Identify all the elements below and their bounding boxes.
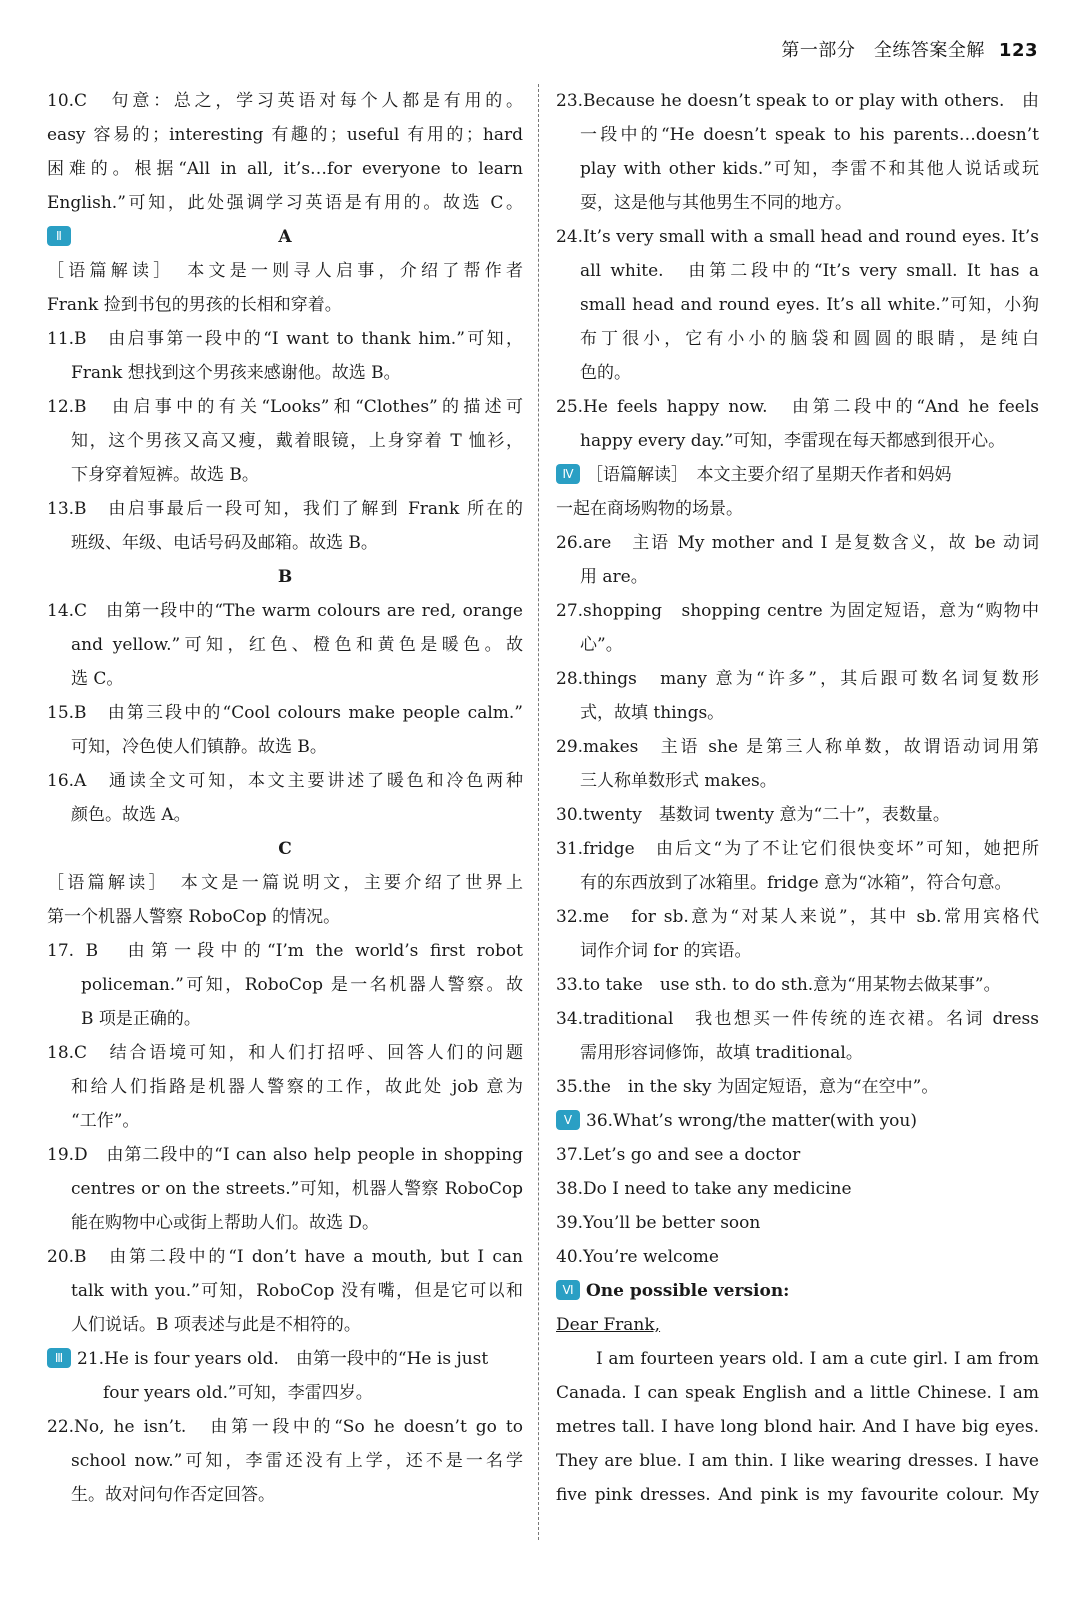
answer-25-line: happy every day.”可知，李雷现在每天都感到很开心。	[580, 431, 1006, 451]
answer-11-line: 11.B 由启事第一段中的“I want to thank him.”可知，	[47, 329, 523, 349]
answer-23-line: 耍，这是他与其他男生不同的地方。	[580, 193, 852, 213]
answer-14-line: 14.C 由第一段中的“The warm colours are red, orange	[47, 601, 523, 621]
answer-39-line: 39.You’ll be better soon	[556, 1213, 761, 1233]
passage-a-summary: ［语篇解读］ 本文是一则寻人启事，介绍了帮作者	[47, 261, 523, 281]
answer-26-line: 用 are。	[580, 567, 648, 587]
answer-10-line: English.”可知，此处强调学习英语是有用的。故选 C。	[47, 193, 523, 213]
part-2-heading	[47, 220, 523, 254]
letter-salutation	[556, 1308, 1039, 1342]
answer-36-line	[556, 1104, 1039, 1138]
part-5-badge: Ⅴ	[556, 1110, 580, 1130]
essay-line: They are blue. I am thin. I like wearing dresses. I have	[556, 1451, 1039, 1471]
answer-20-line: 人们说话。B 项表述与此是不相符的。	[71, 1315, 361, 1335]
answer-34-line: 需用形容词修饰，故填 traditional。	[580, 1043, 863, 1063]
answer-34-line: 34.traditional 我也想买一件传统的连衣裙。名词 dress	[556, 1009, 1039, 1029]
answer-14-line: 选 C。	[71, 669, 124, 689]
part-4-summary-line	[556, 458, 1039, 492]
answer-26-line: 26.are 主语 My mother and I 是复数含义，故 be 动词	[556, 533, 1039, 553]
answer-31-line: 有的东西放到了冰箱里。fridge 意为“冰箱”，符合句意。	[580, 873, 1012, 893]
passage-a-summary: Frank 捡到书包的男孩的长相和穿着。	[47, 295, 342, 315]
answer-16-line: 颜色。故选 A。	[71, 805, 191, 825]
part-4-badge: Ⅳ	[556, 464, 580, 484]
answer-24-line: 24.It’s very small with a small head and round eyes. It’s	[556, 227, 1039, 247]
answer-23-line: 23.Because he doesn’t speak to or play with others. 由	[556, 91, 1039, 111]
answer-24-line: 色的。	[580, 363, 631, 383]
answer-38-line: 38.Do I need to take any medicine	[556, 1179, 852, 1199]
answer-22-line: school now.”可知，李雷还没有上学，还不是一名学	[71, 1451, 523, 1471]
answer-18-line: “工作”。	[71, 1111, 140, 1131]
answer-30-line: 30.twenty 基数词 twenty 意为“二十”，表数量。	[556, 805, 950, 825]
answer-32-line: 32.me for sb.意为“对某人来说”，其中 sb.常用宾格代	[556, 907, 1039, 927]
essay-line: I am fourteen years old. I am a cute girl. I am from	[596, 1349, 1039, 1369]
answer-33-line: 33.to take use sth. to do sth.意为“用某物去做某事”。	[556, 975, 1001, 995]
answer-10-line: 困难的。根据“All in all, it’s…for everyone to learn	[47, 159, 523, 179]
section-title: 第一部分 全练答案全解	[781, 40, 985, 61]
essay-line: metres tall. I have long blond hair. And I have big eyes.	[556, 1417, 1039, 1437]
answer-24-line: small head and round eyes. It’s all white.”可知，小狗	[580, 295, 1039, 315]
answer-32-line: 词作介词 for 的宾语。	[580, 941, 752, 961]
answer-23-line: play with other kids.”可知，李雷不和其他人说话或玩	[580, 159, 1039, 179]
part-6-heading	[556, 1274, 1039, 1308]
answer-24-line: all white. 由第二段中的“It’s very small. It has a	[580, 261, 1039, 281]
left-column	[47, 84, 523, 1512]
essay-line: five pink dresses. And pink is my favourite colour. My	[556, 1485, 1039, 1505]
answer-21-line	[47, 1342, 523, 1376]
answer-21-line: four years old.”可知，李雷四岁。	[103, 1383, 373, 1403]
answer-35-line: 35.the in the sky 为固定短语，意为“在空中”。	[556, 1077, 939, 1097]
part-4-summary-text: ［语篇解读］ 本文主要介绍了星期天作者和妈妈	[586, 465, 952, 485]
answer-19-line: 19.D 由第二段中的“I can also help people in shopping	[47, 1145, 523, 1165]
answer-23-line: 一段中的“He doesn’t speak to his parents…doesn’t	[580, 125, 1039, 145]
answer-11-line: Frank 想找到这个男孩来感谢他。故选 B。	[71, 363, 401, 383]
answer-19-line: 能在购物中心或街上帮助人们。故选 D。	[71, 1213, 380, 1233]
answer-18-line: 和给人们指路是机器人警察的工作，故此处 job 意为	[71, 1077, 523, 1097]
part-4-summary-line: 一起在商场购物的场景。	[556, 499, 743, 519]
answer-18-line: 18.C 结合语境可知，和人们打招呼、回答人们的问题	[47, 1043, 523, 1063]
page-header	[781, 36, 1038, 62]
salutation-text: Dear Frank,	[556, 1315, 661, 1335]
answer-15-line: 可知，冷色使人们镇静。故选 B。	[71, 737, 327, 757]
answer-12-line: 下身穿着短裤。故选 B。	[71, 465, 259, 485]
passage-c-summary: ［语篇解读］ 本文是一篇说明文，主要介绍了世界上	[47, 873, 523, 893]
answer-21-text: 21.He is four years old. 由第一段中的“He is just	[77, 1349, 489, 1369]
answer-12-line: 12.B 由启事中的有关“Looks”和“Clothes”的描述可	[47, 397, 523, 417]
page-number: 123	[998, 40, 1038, 61]
answer-13-line: 班级、年级、电话号码及邮箱。故选 B。	[71, 533, 378, 553]
passage-c-summary: 第一个机器人警察 RoboCop 的情况。	[47, 907, 341, 927]
answer-22-line: 22.No, he isn’t. 由第一段中的“So he doesn’t go to	[47, 1417, 523, 1437]
answer-31-line: 31.fridge 由后文“为了不让它们很快变坏”可知，她把所	[556, 839, 1039, 859]
answer-12-line: 知，这个男孩又高又瘦，戴着眼镜，上身穿着 T 恤衫，	[71, 431, 523, 451]
answer-13-line: 13.B 由启事最后一段可知，我们了解到 Frank 所在的	[47, 499, 523, 519]
part-6-badge: Ⅵ	[556, 1280, 580, 1300]
answer-37-line: 37.Let’s go and see a doctor	[556, 1145, 801, 1165]
right-column	[556, 84, 1039, 1512]
answer-40-line: 40.You’re welcome	[556, 1247, 719, 1267]
answer-27-line: 27.shopping shopping centre 为固定短语，意为“购物中	[556, 601, 1039, 621]
answer-17-line: policeman.”可知，RoboCop 是一名机器人警察。故	[81, 975, 523, 995]
answer-19-line: centres or on the streets.”可知，机器人警察 RoboCop	[71, 1179, 523, 1199]
section-b-label: B	[277, 567, 293, 587]
answer-16-line: 16.A 通读全文可知，本文主要讲述了暖色和冷色两种	[47, 771, 523, 791]
part-3-badge: Ⅲ	[47, 1348, 71, 1368]
section-c-label: C	[278, 839, 292, 859]
answer-27-line: 心”。	[580, 635, 623, 655]
section-a-label: A	[278, 227, 292, 247]
answer-28-line: 28.things many 意为“许多”，其后跟可数名词复数形	[556, 669, 1039, 689]
answer-17-line: B 项是正确的。	[81, 1009, 201, 1029]
answer-20-line: talk with you.”可知，RoboCop 没有嘴，但是它可以和	[71, 1281, 523, 1301]
answer-10-line: easy 容易的；interesting 有趣的；useful 有用的；hard	[47, 125, 523, 145]
answer-29-line: 29.makes 主语 she 是第三人称单数，故谓语动词用第	[556, 737, 1039, 757]
part-2-badge: Ⅱ	[47, 226, 71, 246]
answer-25-line: 25.He feels happy now. 由第二段中的“And he feels	[556, 397, 1039, 417]
answer-20-line: 20.B 由第二段中的“I don’t have a mouth, but I can	[47, 1247, 523, 1267]
answer-14-line: and yellow.”可知，红色、橙色和黄色是暖色。故	[71, 635, 523, 655]
answer-22-line: 生。故对问句作否定回答。	[71, 1485, 275, 1505]
part-6-title: One possible version:	[586, 1281, 790, 1301]
answer-10-line: 10.C 句意：总之，学习英语对每个人都是有用的。	[47, 91, 523, 111]
answer-28-line: 式，故填 things。	[580, 703, 725, 723]
column-divider	[538, 84, 539, 1540]
answer-24-line: 布丁很小，它有小小的脑袋和圆圆的眼睛，是纯白	[580, 329, 1039, 349]
answer-29-line: 三人称单数形式 makes。	[580, 771, 777, 791]
essay-line: Canada. I can speak English and a little Chinese. I am	[556, 1383, 1039, 1403]
answer-36-text: 36.What’s wrong/the matter(with you)	[586, 1111, 918, 1131]
answer-17-line: 17. B 由第一段中的“I’m the world’s first robot	[47, 941, 523, 961]
answer-15-line: 15.B 由第三段中的“Cool colours make people calm.”	[47, 703, 523, 723]
